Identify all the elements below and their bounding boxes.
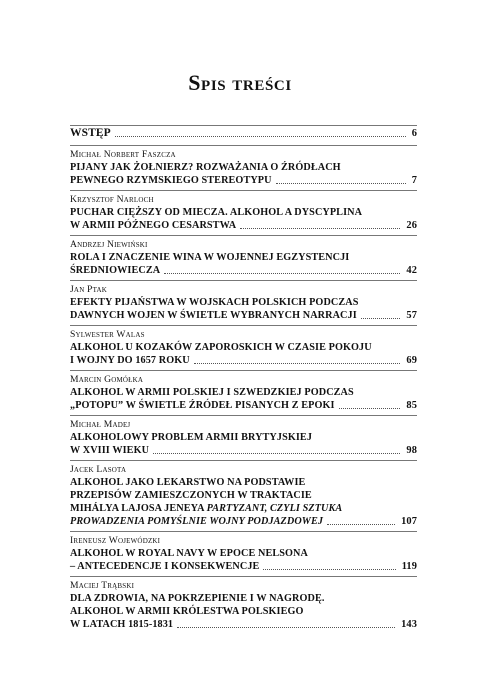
page-number: 6 <box>411 128 417 139</box>
toc-entry[interactable] <box>70 461 417 531</box>
dot-leader <box>164 273 400 274</box>
author-name: Krzysztof Narloch <box>70 194 154 205</box>
toc-entry-title-line <box>70 127 417 140</box>
dot-leader <box>115 136 406 137</box>
title-text: MIHÁLYA LAJOSA JENEYA <box>70 503 207 514</box>
toc-entry[interactable] <box>70 236 417 280</box>
toc-entry[interactable] <box>70 191 417 235</box>
toc-entry-title-line <box>70 515 417 528</box>
toc-entry-title: WSTĘP <box>70 127 111 139</box>
toc-entry-title-line <box>70 618 417 631</box>
toc-entry-intro[interactable] <box>70 126 417 145</box>
page-number: 26 <box>406 220 417 231</box>
page-number: 85 <box>406 400 417 411</box>
author-name: Marcin Gomółka <box>70 374 144 385</box>
dot-leader <box>194 363 401 364</box>
toc-entry[interactable] <box>70 416 417 460</box>
toc-entry-title: PROWADZENIA POMYŚLNIE WOJNY PODJAZDOWEJ <box>70 516 324 527</box>
page-number: 42 <box>406 265 417 276</box>
toc-entry[interactable] <box>70 577 417 634</box>
toc-entry-title: DAWNYCH WOJEN W ŚWIETLE WYBRANYCH NARRACJI <box>70 310 357 321</box>
toc-entry-title: „POTOPU” W ŚWIETLE ŹRÓDEŁ PISANYCH Z EPOKI <box>70 400 335 411</box>
toc-entry-title-line <box>70 502 417 515</box>
toc-entry-title: W ARMII PÓŹNEGO CESARSTWA <box>70 220 237 231</box>
author-name: Andrzej Niewiński <box>70 239 148 250</box>
dot-leader <box>263 569 395 570</box>
author-name: Michał Norbert Faszcza <box>70 149 176 160</box>
toc-entry-title-line: ALKOHOL W ARMII POLSKIEJ I SZWEDZKIEJ PODCZAS <box>70 387 354 398</box>
dot-leader <box>177 627 395 628</box>
toc-entry-title: I WOJNY DO 1657 ROKU <box>70 355 190 366</box>
table-of-contents <box>70 125 417 634</box>
toc-entry-title-line: ALKOHOL U KOZAKÓW ZAPOROSKICH W CZASIE POKOJU <box>70 342 372 353</box>
page-number: 98 <box>406 445 417 456</box>
toc-entry-title-line <box>70 560 417 573</box>
italic-title-text: PARTYZANT, CZYLI SZTUKA <box>206 503 343 514</box>
page-number: 57 <box>406 310 417 321</box>
toc-entry-title-line <box>70 174 417 187</box>
toc-entry[interactable] <box>70 326 417 370</box>
toc-entry-title: W XVIII WIEKU <box>70 445 150 456</box>
dot-leader <box>327 524 395 525</box>
toc-entry-title-line: ALKOHOL W ROYAL NAVY W EPOCE NELSONA <box>70 548 308 559</box>
toc-entry-title-line <box>70 309 417 322</box>
toc-entry-title: W LATACH 1815-1831 <box>70 619 174 630</box>
toc-entry[interactable] <box>70 281 417 325</box>
toc-entry-title: – ANTECEDENCJE I KONSEKWENCJE <box>70 561 260 572</box>
toc-entry-title-line <box>70 399 417 412</box>
toc-entry-title-line <box>70 264 417 277</box>
author-name: Michał Madej <box>70 419 131 430</box>
dot-leader <box>361 318 401 319</box>
author-name: Jan Ptak <box>70 284 108 295</box>
author-name: Sylwester Walas <box>70 329 145 340</box>
page-title: Spis treści <box>188 70 292 95</box>
toc-entry-title-line <box>70 444 417 457</box>
toc-entry-title-line: ALKOHOL JAKO LEKARSTWO NA PODSTAWIE <box>70 477 306 488</box>
author-name: Jacek Lasota <box>70 464 127 475</box>
page-number: 69 <box>406 355 417 366</box>
author-name: Maciej Trąbski <box>70 580 135 591</box>
toc-entry-title: PEWNEGO RZYMSKIEGO STEREOTYPU <box>70 175 272 186</box>
toc-entry-title-line <box>70 354 417 367</box>
toc-entry-title-line: PRZEPISÓW ZAMIESZCZONYCH W TRAKTACIE <box>70 490 312 501</box>
dot-leader <box>339 408 401 409</box>
dot-leader <box>240 228 400 229</box>
page-number: 7 <box>411 175 417 186</box>
toc-entry[interactable] <box>70 371 417 415</box>
page-number: 143 <box>401 619 417 630</box>
toc-entry[interactable] <box>70 532 417 576</box>
toc-entry-title-line: EFEKTY PIJAŃSTWA W WOJSKACH POLSKICH PODCZAS <box>70 297 359 308</box>
page-number: 119 <box>401 561 417 572</box>
toc-entry-title: ŚREDNIOWIECZA <box>70 265 161 276</box>
toc-entry[interactable] <box>70 146 417 190</box>
dot-leader <box>276 183 406 184</box>
author-name: Ireneusz Wojewódzki <box>70 535 161 546</box>
toc-entry-title-line: ALKOHOLOWY PROBLEM ARMII BRYTYJSKIEJ <box>70 432 313 443</box>
toc-entry-title-line: PIJANY JAK ŻOŁNIERZ? ROZWAŻANIA O ŹRÓDŁACH <box>70 162 341 173</box>
dot-leader <box>153 453 400 454</box>
toc-entry-title-line: DLA ZDROWIA, NA POKRZEPIENIE I W NAGRODĘ. <box>70 593 325 604</box>
toc-entry-title-line: ROLA I ZNACZENIE WINA W WOJENNEJ EGZYSTENCJI <box>70 252 350 263</box>
toc-entry-title-line: PUCHAR CIĘŻSZY OD MIECZA. ALKOHOL A DYSCYPLINA <box>70 207 363 218</box>
page-number: 107 <box>401 516 417 527</box>
toc-entry-title-line: ALKOHOL W ARMII KRÓLESTWA POLSKIEGO <box>70 606 304 617</box>
toc-entry-title-line <box>70 219 417 232</box>
